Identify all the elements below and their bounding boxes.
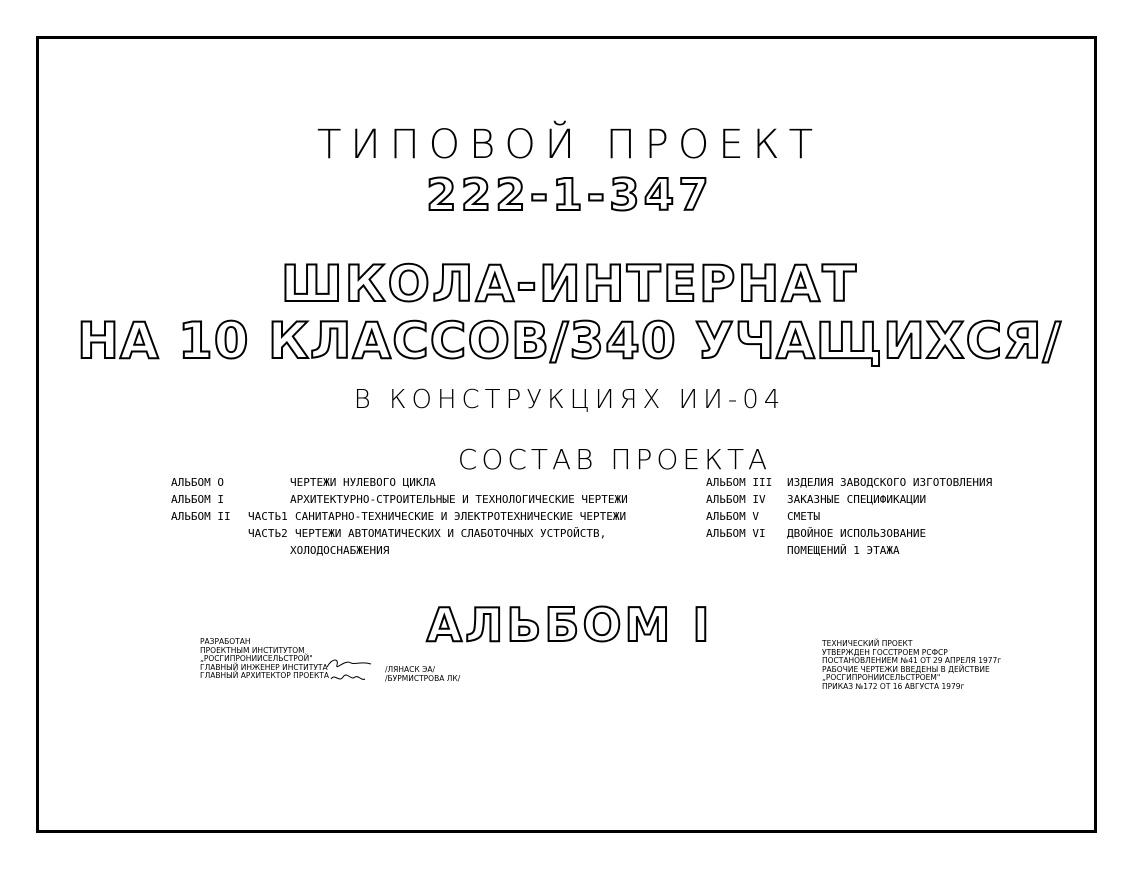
- developer-line: ГЛАВНЫЙ АРХИТЕКТОР ПРОЕКТА: [200, 671, 330, 680]
- album-5-text: СМЕТЫ: [787, 510, 821, 523]
- album-1-label: АЛЬБОМ I: [171, 493, 224, 506]
- contents-heading: СОСТАВ ПРОЕКТА: [457, 443, 772, 476]
- album-0-text: ЧЕРТЕЖИ НУЛЕВОГО ЦИКЛА: [290, 476, 436, 489]
- album-2-part2-text-cont: ХОЛОДОСНАБЖЕНИЯ: [290, 544, 390, 557]
- developer-line: ГЛАВНЫЙ ИНЖЕНЕР ИНСТИТУТА: [200, 662, 328, 672]
- chief-engineer-name: /ЛЯНАСК ЭА/: [385, 665, 435, 674]
- project-number: 222-1-347: [426, 170, 713, 221]
- album-1-text: АРХИТЕКТУРНО-СТРОИТЕЛЬНЫЕ И ТЕХНОЛОГИЧЕСКИЕ ЧЕРТЕЖИ: [290, 493, 628, 506]
- approval-line: ПОСТАНОВЛЕНИЕМ №41 ОТ 29 АПРЕЛЯ 1977г: [822, 656, 1002, 665]
- album-5-label: АЛЬБОМ V: [706, 510, 759, 523]
- approval-line: УТВЕРЖДЕН ГОССТРОЕМ РСФСР: [822, 647, 948, 657]
- album-4-label: АЛЬБОМ IV: [706, 493, 766, 506]
- album-4-text: ЗАКАЗНЫЕ СПЕЦИФИКАЦИИ: [787, 493, 927, 506]
- approval-line: ПРИКАЗ №172 ОТ 16 АВГУСТА 1979г: [822, 681, 965, 691]
- album-3-text: ИЗДЕЛИЯ ЗАВОДСКОГО ИЗГОТОВЛЕНИЯ: [787, 476, 993, 489]
- project-type-title: ТИПОВОЙ ПРОЕКТ: [316, 122, 823, 168]
- album-6-text-cont: ПОМЕЩЕНИЙ 1 ЭТАЖА: [787, 544, 900, 557]
- album-2-part2: ЧАСТЬ2: [248, 527, 288, 540]
- signature-image: [325, 655, 375, 687]
- album-6-text: ДВОЙНОЕ ИСПОЛЬЗОВАНИЕ: [787, 527, 927, 540]
- building-title-line1: ШКОЛА-ИНТЕРНАТ: [280, 255, 859, 313]
- developer-line: „РОСГИПРОНИИСЕЛЬСТРОЙ": [200, 654, 313, 663]
- developer-block: [200, 638, 329, 681]
- album-2-part1: ЧАСТЬ1: [248, 510, 288, 523]
- approval-line: РАБОЧИЕ ЧЕРТЕЖИ ВВЕДЕНЫ В ДЕЙСТВИЕ: [822, 664, 990, 674]
- developer-line: РАЗРАБОТАН: [200, 637, 251, 646]
- album-3-label: АЛЬБОМ III: [706, 476, 773, 489]
- signatory-names: [385, 666, 460, 683]
- building-title-line2: НА 10 КЛАССОВ/340 УЧАЩИХСЯ/: [77, 312, 1062, 370]
- construction-subtitle: В КОНСТРУКЦИЯХ ИИ-04: [353, 385, 786, 415]
- approval-line: „РОСГИПРОНИИСЕЛЬСТРОЕМ": [822, 673, 941, 682]
- album-2-part2-text: ЧЕРТЕЖИ АВТОМАТИЧЕСКИХ И СЛАБОТОЧНЫХ УСТРОЙСТВ,: [295, 527, 607, 540]
- developer-line: ПРОЕКТНЫМ ИНСТИТУТОМ: [200, 645, 305, 655]
- approval-line: ТЕХНИЧЕСКИЙ ПРОЕКТ: [822, 639, 913, 648]
- album-6-label: АЛЬБОМ VI: [706, 527, 766, 540]
- album-title: АЛЬБОМ I: [426, 598, 713, 652]
- chief-architect-name: /БУРМИСТРОВА ЛК/: [385, 673, 461, 683]
- album-2-label: АЛЬБОМ II: [171, 510, 231, 523]
- approval-block: [822, 640, 1001, 691]
- album-2-part1-text: САНИТАРНО-ТЕХНИЧЕСКИЕ И ЭЛЕКТРОТЕХНИЧЕСКИЕ ЧЕРТЕЖИ: [295, 510, 627, 523]
- album-0-label: АЛЬБОМ О: [171, 476, 224, 489]
